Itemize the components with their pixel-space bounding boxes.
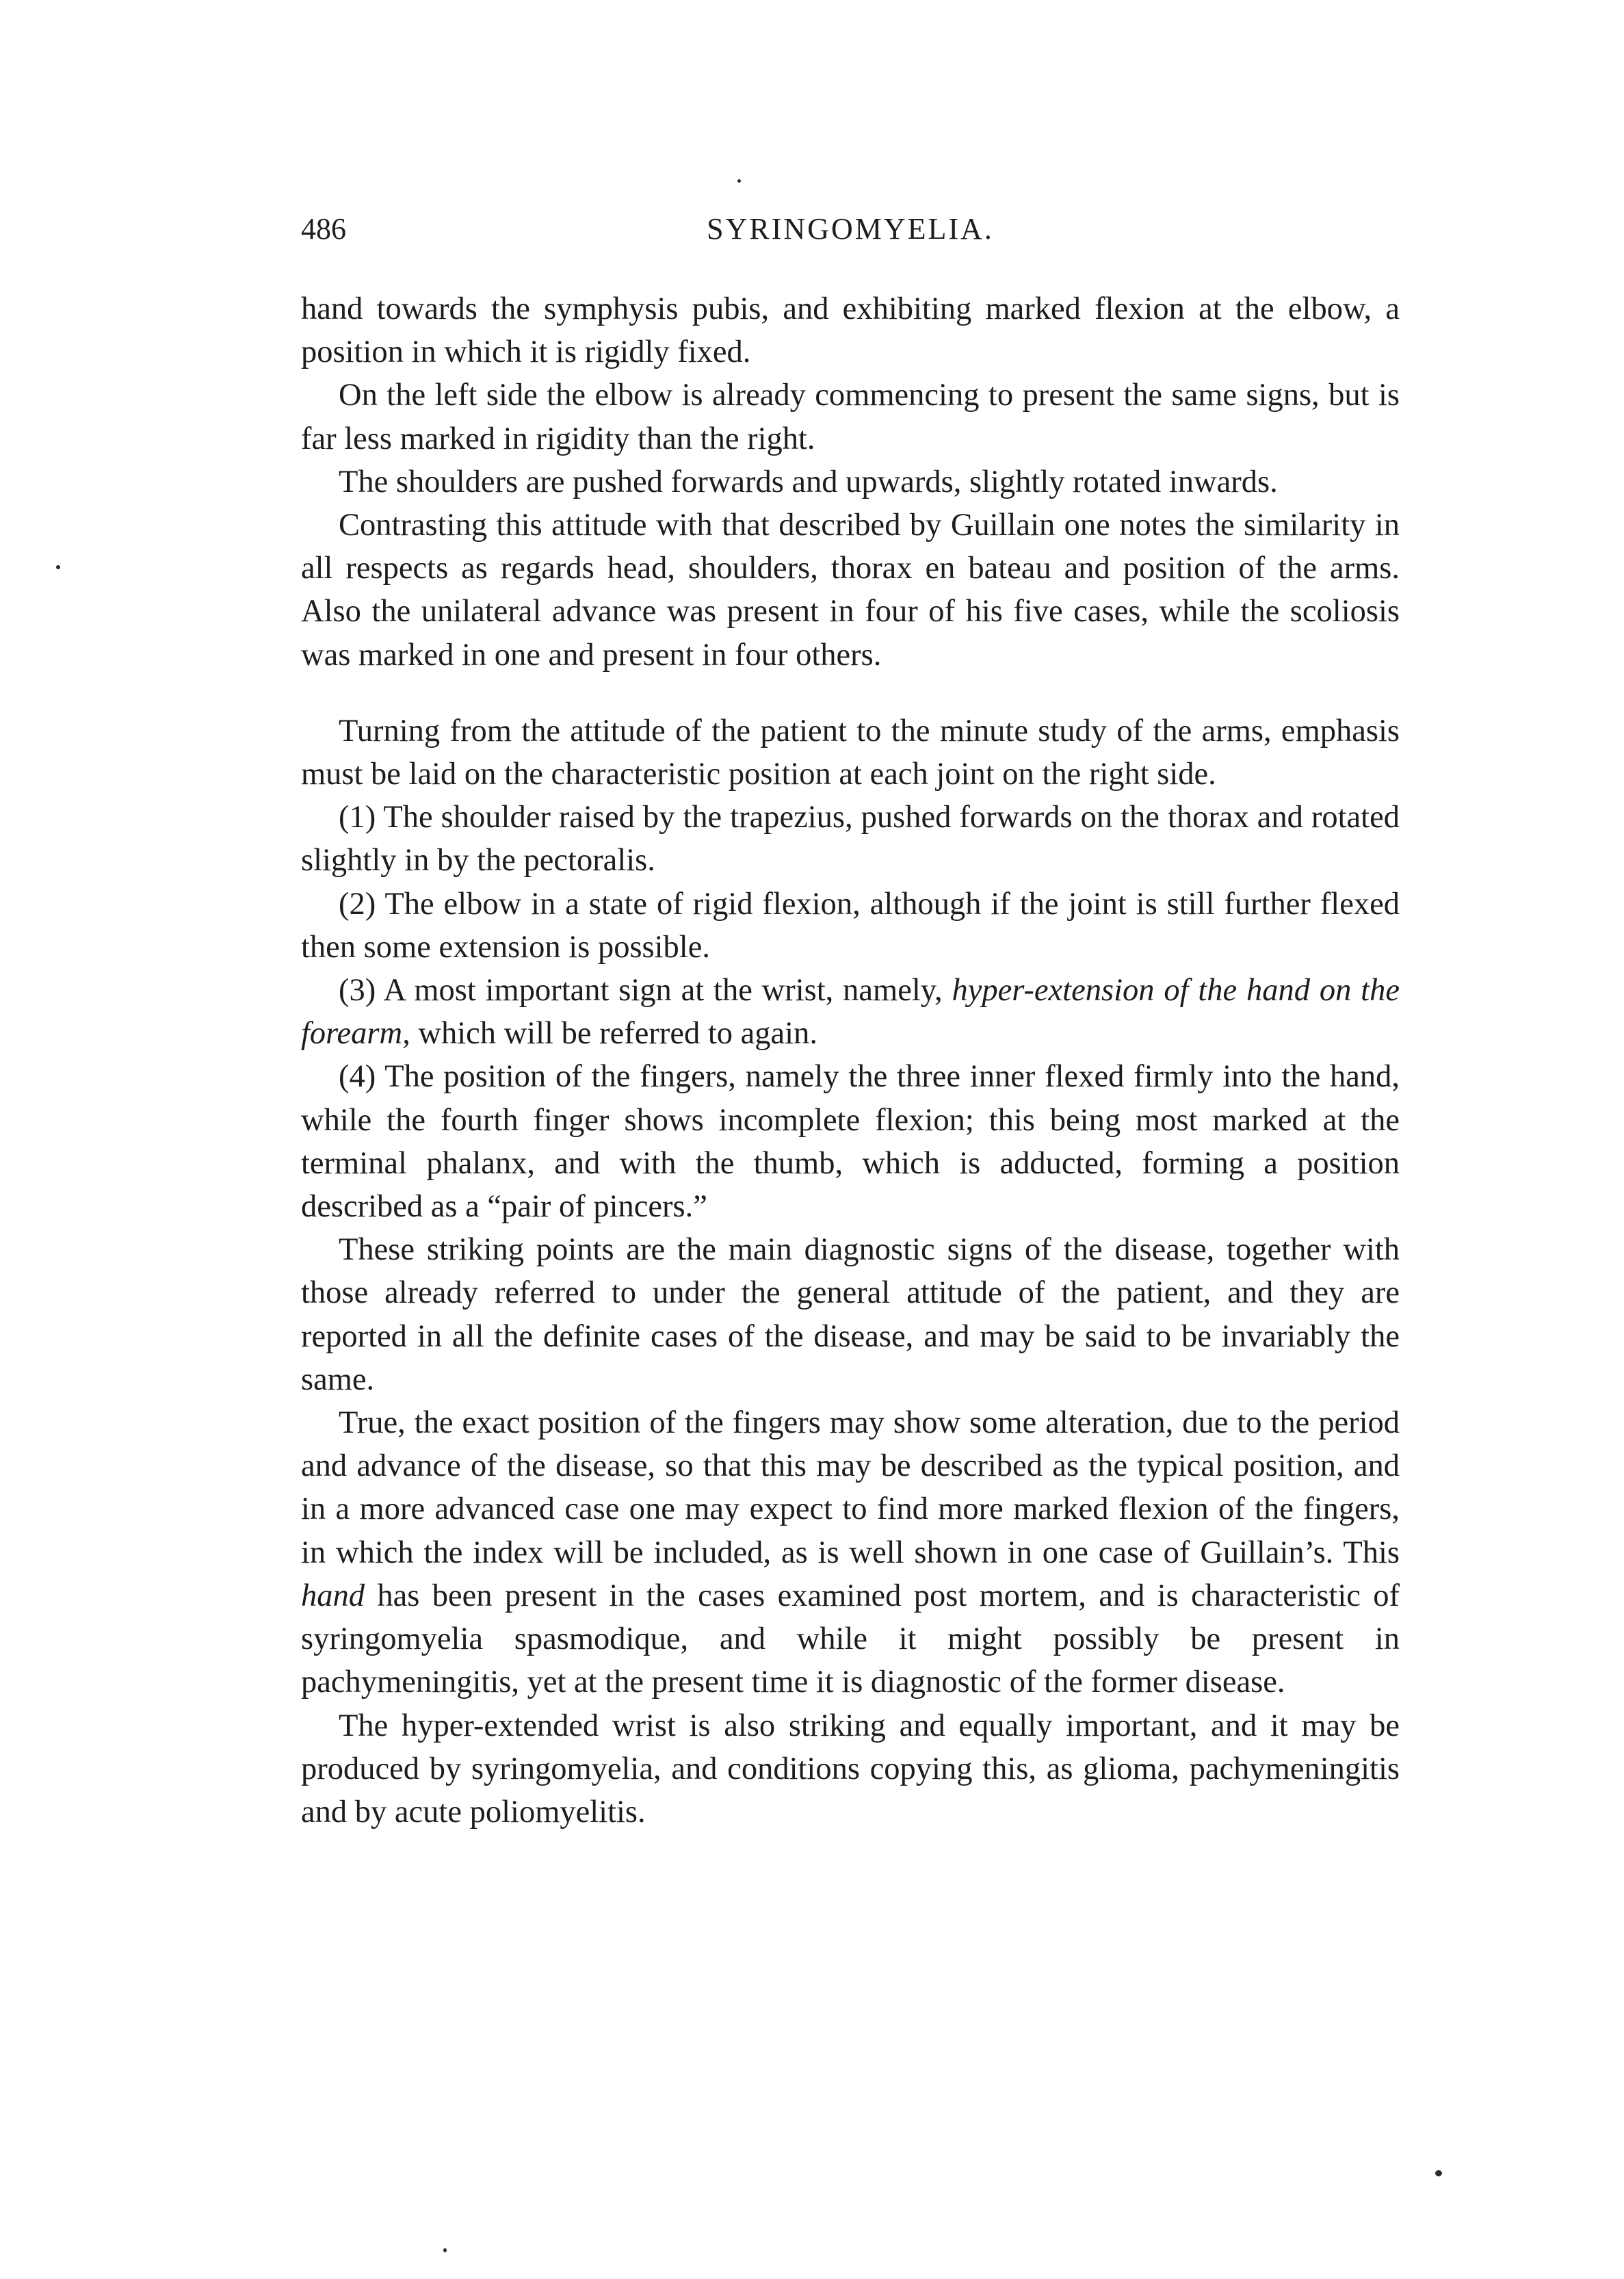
paragraph-8-italic: hyper-extension of the hand on the forearm, — [301, 973, 1400, 1052]
paragraph-7: (2) The elbow in a state of rigid flexion, although if the joint is still further flexed then some extension is possible. — [301, 886, 1400, 965]
body-text — [301, 287, 1400, 1834]
paragraph-11-italic: hand — [301, 1578, 365, 1613]
scan-speck — [737, 179, 741, 183]
page-number: 486 — [301, 212, 346, 246]
paragraph-11 — [301, 1401, 1400, 1704]
paragraph-10: These striking points are the main diagnostic signs of the disease, together with those already referred to under the general attitude of the patient, and they are reported in all the definite cases of the disease, and may be said to be invariably the same. — [301, 1232, 1400, 1397]
paragraph-2: On the left side the elbow is already commencing to present the same signs, but is far less marked in rigidity than the right. — [301, 378, 1400, 456]
paragraph-4: Contrasting this attitude with that described by Guillain one notes the similarity in all respects as regards head, shoulders, thorax en bateau and position of the arms. Also the unilateral advance was present in four of his five cases, while the scoliosis was marked in one and present in four others. — [301, 508, 1400, 673]
scan-speck — [56, 565, 60, 569]
paragraph-12: The hyper-extended wrist is also striking and equally important, and it may be produced by syringomyelia, and conditions copying this, as glioma, pachymeningitis and by acute poliomyelitis. — [301, 1708, 1400, 1829]
paragraph-6: (1) The shoulder raised by the trapezius, pushed forwards on the thorax and rotated slightly in by the pectoralis. — [301, 800, 1400, 878]
paragraph-8-text: (3) A most important sign at the wrist, namely, — [339, 973, 952, 1008]
page-header — [301, 205, 1400, 253]
paragraph-3: The shoulders are pushed forwards and upwards, slightly rotated inwards. — [339, 464, 1278, 499]
scan-speck — [443, 2248, 447, 2252]
paragraph-8-text-end: which will be referred to again. — [410, 1016, 817, 1052]
paragraph-5: Turning from the attitude of the patient to the minute study of the arms, emphasis must be laid on the characteristic position at each joint on the right side. — [301, 713, 1400, 792]
paragraph-8 — [301, 969, 1400, 1055]
scan-speck — [1435, 2170, 1442, 2176]
running-head: SYRINGOMYELIA. — [707, 212, 994, 246]
paragraph-11-text-end: has been present in the cases examined post mortem, and is characteristic of syringomyelia spasmodique, and while it might possibly be present in pachymeningitis, yet at the present time it is diagnostic of the former disease. — [301, 1578, 1400, 1700]
paragraph-1: hand towards the symphysis pubis, and exhibiting marked flexion at the elbow, a position in which it is rigidly fixed. — [301, 291, 1400, 370]
paragraph-11-text: True, the exact position of the fingers may show some alteration, due to the period and advance of the disease, so that this may be described as the typical position, and in a more advanced case one may expect to find more marked flexion of the fingers, in which the index will be included, as is well shown in one case of Guillain’s. This — [301, 1405, 1400, 1570]
paragraph-9: (4) The position of the fingers, namely the three inner flexed firmly into the hand, while the fourth finger shows incomplete flexion; this being most marked at the terminal phalanx, and with the thumb, which is adducted, forming a position described as a “pair of pincers.” — [301, 1059, 1400, 1225]
